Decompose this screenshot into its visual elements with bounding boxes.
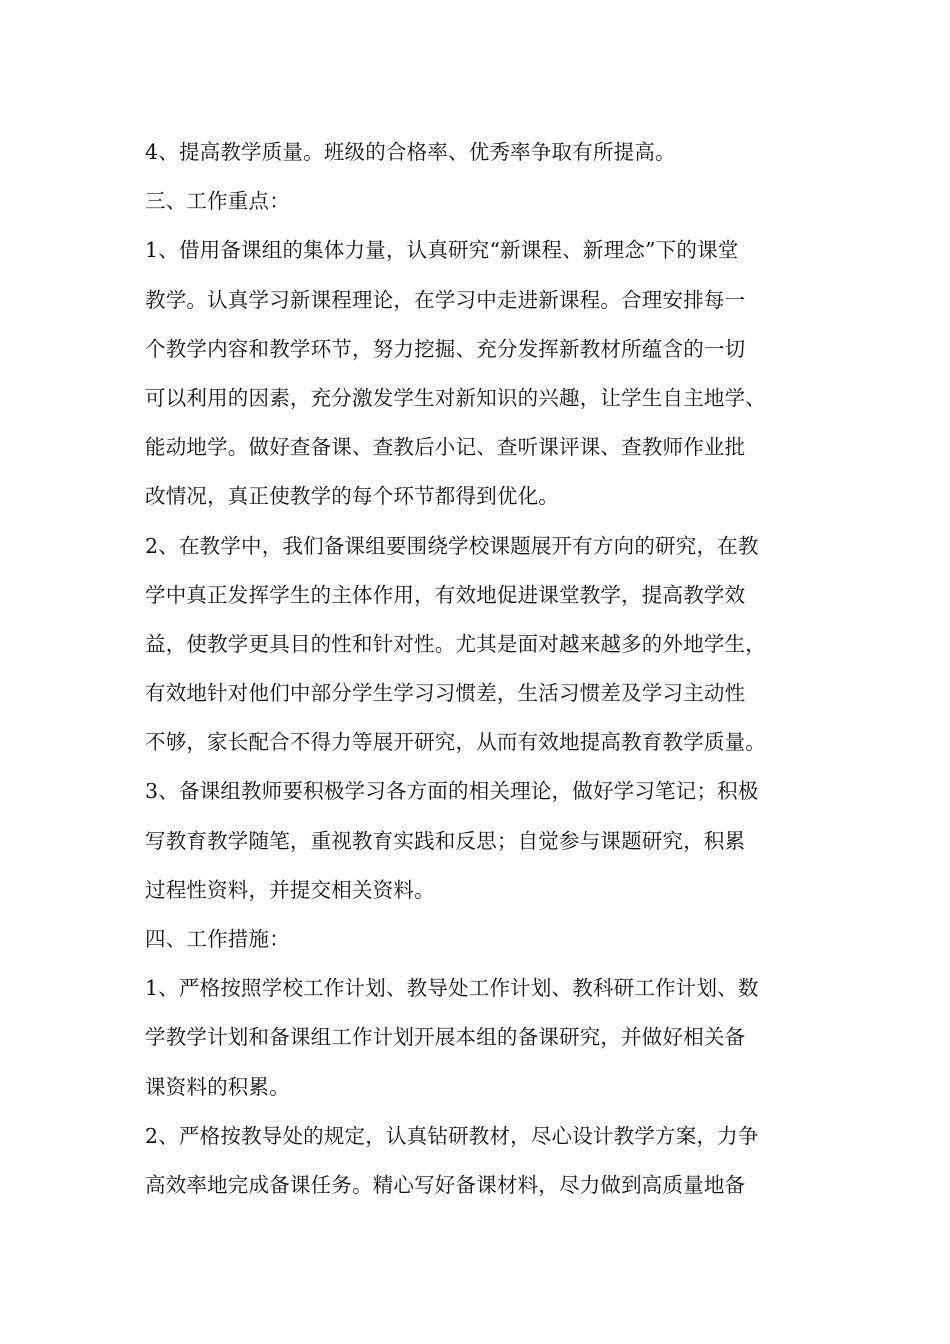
- document-body: [145, 128, 835, 1210]
- text-line: 3、备课组教师要积极学习各方面的相关理论，做好学习笔记；积极: [145, 779, 759, 804]
- text-line: 能动地学。做好查备课、查教后小记、查听课评课、查教师作业批: [145, 435, 746, 460]
- text-line: 改情况，真正使教学的每个环节都得到优化。: [145, 484, 559, 509]
- text-line: 写教育教学随笔，重视教育实践和反思；自觉参与课题研究，积累: [145, 828, 746, 853]
- section-heading: 四、工作措施：: [145, 927, 290, 951]
- text-line: 2、在教学中，我们备课组要围绕学校课题展开有方向的研究，在教: [145, 533, 759, 558]
- text-line: 过程性资料，并提交相关资料。: [145, 877, 435, 902]
- text-line: 课资料的积累。: [145, 1074, 290, 1099]
- text-line: 个教学内容和教学环节，努力挖掘、充分发挥新教材所蕴含的一切: [145, 336, 746, 361]
- text-line: 1、严格按照学校工作计划、教导处工作计划、教科研工作计划、数: [145, 976, 759, 1001]
- text-line: 2、严格按教导处的规定，认真钻研教材，尽心设计教学方案，力争: [145, 1123, 759, 1148]
- text-line: 1、借用备课组的集体力量，认真研究“新课程、新理念”下的课堂: [145, 238, 739, 263]
- text-line: 可以利用的因素，充分激发学生对新知识的兴趣，让学生自主地学、: [145, 385, 766, 410]
- text-line: 有效地针对他们中部分学生学习习惯差，生活习惯差及学习主动性: [145, 681, 746, 706]
- section-heading: 三、工作重点：: [145, 189, 290, 214]
- text-line: 4、提高教学质量。班级的合格率、优秀率争取有所提高。: [145, 140, 676, 164]
- text-line: 教学。认真学习新课程理论，在学习中走进新课程。合理安排每一: [145, 287, 746, 312]
- text-line: 益，使教学更具目的性和针对性。尤其是面对越来越多的外地学生，: [145, 631, 766, 656]
- text-line: 不够，家长配合不得力等展开研究，从而有效地提高教育教学质量。: [145, 730, 766, 755]
- text-line: 学中真正发挥学生的主体作用，有效地促进课堂教学，提高教学效: [145, 582, 746, 607]
- text-line: 学教学计划和备课组工作计划开展本组的备课研究，并做好相关备: [145, 1025, 746, 1050]
- text-line: 高效率地完成备课任务。精心写好备课材料，尽力做到高质量地备: [145, 1172, 746, 1197]
